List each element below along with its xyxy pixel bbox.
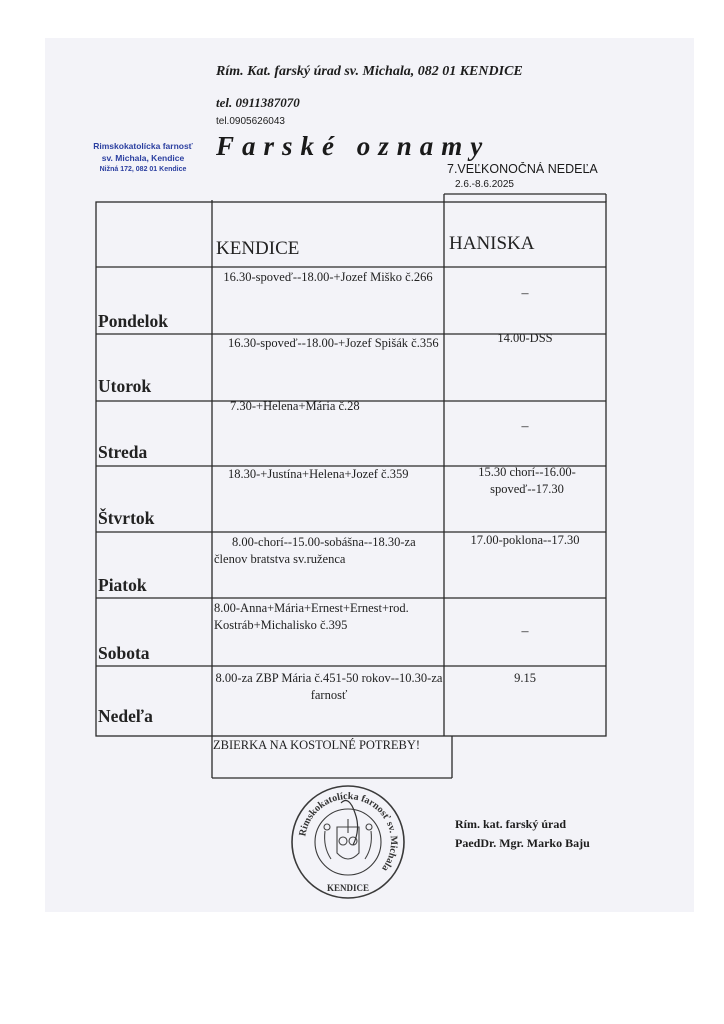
signature-office: Rím. kat. farský úrad	[455, 817, 567, 831]
stamp-line-2: sv. Michala, Kendice	[101, 153, 185, 163]
column-header-haniska: HANISKA	[449, 233, 535, 254]
haniska-sunday: 9.15	[514, 671, 536, 685]
kendice-thursday: 18.30-+Justína+Helena+Jozef č.359	[228, 467, 409, 481]
day-label-thursday: Štvrtok	[98, 508, 155, 528]
kendice-monday: 16.30-spoveď--18.00-+Jozef Miško č.266	[223, 270, 433, 284]
haniska-tuesday: 14.00-DSS	[497, 331, 553, 345]
phone-number-1: tel. 0911387070	[216, 95, 300, 110]
day-label-friday: Piatok	[98, 575, 147, 595]
phone-number-2: tel.0905626043	[216, 116, 285, 127]
haniska-wednesday: –	[521, 419, 529, 434]
seal-ring-text: Rimskokatolícka farnosť sv. Michala	[297, 790, 400, 874]
collection-note: ZBIERKA NA KOSTOLNÉ POTREBY!	[213, 738, 421, 752]
kendice-friday: 8.00-chorí--15.00-sobášna--18.30-za členov bratstva sv.ruženca	[214, 535, 416, 566]
day-label-sunday: Nedeľa	[98, 706, 153, 726]
stamp-line-3: Nižná 172, 082 01 Kendice	[99, 166, 187, 173]
haniska-friday: 17.00-poklona--17.30	[470, 533, 580, 547]
kendice-wednesday: 7.30-+Helena+Mária č.28	[230, 399, 360, 413]
haniska-saturday: –	[521, 624, 529, 639]
day-label-saturday: Sobota	[98, 643, 150, 663]
kendice-sunday: 8.00-za ZBP Mária č.451-50 rokov--10.30-za farnosť	[215, 671, 443, 702]
haniska-monday: –	[521, 286, 529, 301]
page-title: Farské oznamy	[216, 131, 491, 161]
parish-office-name: Rím. Kat. farský úrad sv. Michala, 082 01 KENDICE	[216, 64, 523, 79]
seal-bottom-text: KENDICE	[326, 883, 370, 893]
day-label-wednesday: Streda	[98, 442, 148, 462]
day-label-monday: Pondelok	[98, 311, 169, 331]
stamp-line-1: Rimskokatolícka farnosť	[93, 141, 193, 151]
week-dates: 2.6.-8.6.2025	[455, 179, 514, 190]
sunday-name: 7.VEĽKONOČNÁ NEDEĽA	[447, 162, 598, 176]
day-label-tuesday: Utorok	[98, 376, 152, 396]
parish-stamp-text	[80, 140, 206, 176]
column-header-kendice: KENDICE	[216, 238, 300, 259]
kendice-saturday: 8.00-Anna+Mária+Ernest+Ernest+rod. Kostráb+Michalisko č.395	[214, 601, 409, 632]
signature-priest-name: PaedDr. Mgr. Marko Baju	[455, 836, 590, 850]
signature-block	[455, 815, 590, 853]
kendice-tuesday: 16.30-spoveď--18.00-+Jozef Spišák č.356	[228, 336, 439, 350]
parish-seal-icon	[289, 783, 407, 901]
haniska-thursday: 15.30 chorí--16.00-spoveď--17.30	[478, 465, 576, 496]
